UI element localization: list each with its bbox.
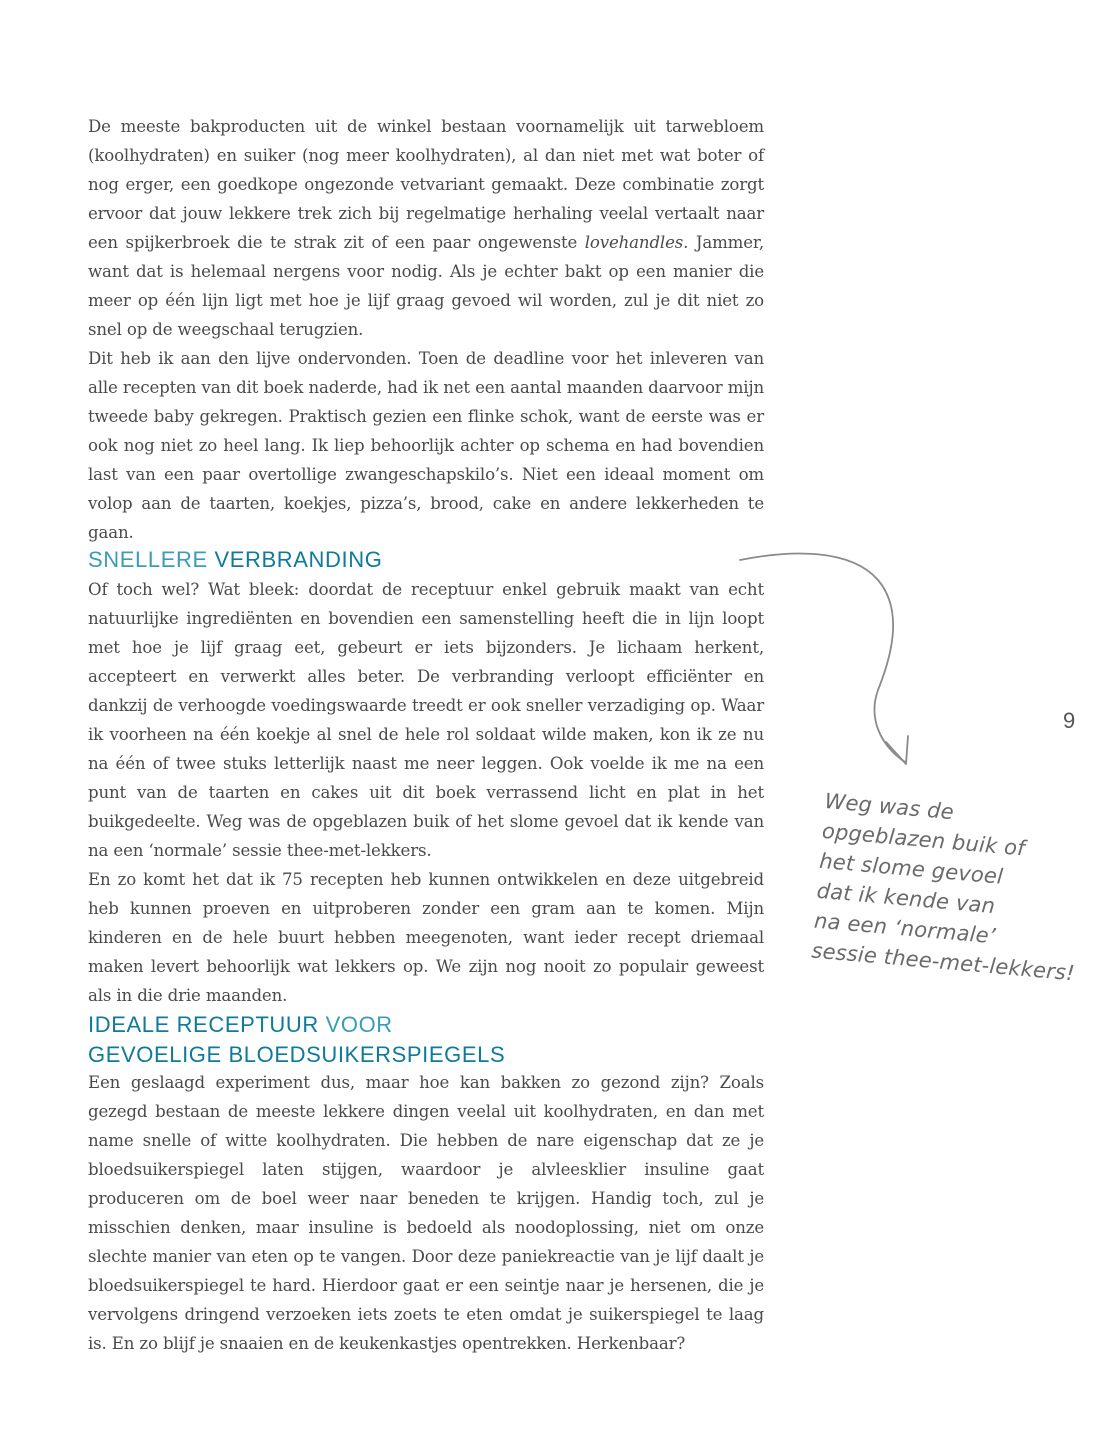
intro-paragraph-1: De meeste bakproducten uit de winkel bestaan voornamelijk uit tarwebloem (koolhydraten) en suiker (nog meer koolhydraten), al dan niet met wat boter of nog erger, een goedkope ongezonde vetvariant gemaakt. Deze combinatie zorgt ervoor dat jouw lekkere trek zich bij regelmatige herhaling veelal vertaalt naar een spijkerbroek die te strak zit of een paar ongewenste lovehandles. Jammer, want dat is helemaal nergens voor nodig. Als je echter bakt op een manier die meer op één lijn ligt met hoe je lijf graag gevoed wil worden, zul je dit niet zo snel op de weegschaal terugzien. (88, 117, 765, 339)
section-1-paragraph-1: Of toch wel? Wat bleek: doordat de receptuur enkel gebruik maakt van echt natuurlijke ingrediënten en bovendien een samenstelling heeft die in lijn loopt met hoe je lijf graag eet, gebeurt er iets bijzonders. Je lichaam herkent, accepteert en verwerkt alles beter. De verbranding verloopt efficiënter en dankzij de verhoogde voedingswaarde treedt er ook sneller verzadiging op. Waar ik voorheen na één koekje al snel de hele rol soldaat wilde maken, kon ik ze nu na één of twee stuks letterlijk naast me neer leggen. Ook voelde ik me na een punt van de taarten en cakes uit dit boek verrassend licht en plat in het buikgedeelte. Weg was de opgeblazen buik of het slome gevoel dat ik kende van na een ‘normale’ sessie thee-met-lekkers. (88, 580, 764, 860)
quote-line: sessie thee-met-lekkers! (810, 938, 1076, 986)
quote-line: opgeblazen buik of (821, 818, 1026, 861)
section-2-paragraph-1: Een geslaagd experiment dus, maar hoe kan bakken zo gezond zijn? Zoals gezegd bestaan de meeste lekkere dingen veelal uit koolhydraten, en dan met name snelle of witte koolhydraten. Die hebben de nare eigenschap dat ze je bloedsuikerspiegel laten stijgen, waardoor je alvleesklier insuline gaat produceren om de boel weer naar beneden te krijgen. Handig toch, zul je misschien denken, maar insuline is bedoeld als noodoplossing, niet om onze slechte manier van eten op te vangen. Door deze paniekreactie van je lijf daalt je bloedsuikerspiegel te hard. Hierdoor gaat er een seintje naar je hersenen, die je vervolgens dringend verzoeken iets zoets te eten omdat je suikerspiegel te laag is. En zo blijf je snaaien en de keukenkastjes opentrekken. Herkenbaar? (88, 1073, 764, 1353)
section-1-paragraph-2: En zo komt het dat ik 75 recepten heb kunnen ontwikkelen en deze uitgebreid heb kunnen proeven en uitproberen zonder een gram aan te komen. Mijn kinderen en de hele buurt hebben meegenoten, want ieder recept driemaal maken levert behoorlijk wat lekkers op. We zijn nog nooit zo populair geweest als in die drie maanden. (88, 870, 764, 1005)
page-number: 9 (1063, 708, 1076, 733)
quote-line: het slome gevoel (818, 848, 1005, 889)
section-2-text (88, 1068, 764, 1358)
section-1-text (88, 575, 764, 1010)
intro-text (88, 112, 764, 547)
quote-line: na een ‘normale’ (813, 908, 997, 949)
quote-line: dat ik kende van (815, 878, 997, 919)
intro-paragraph-2: Dit heb ik aan den lijve ondervonden. Toen de deadline voor het inleveren van alle recepten van dit boek naderde, had ik net een aantal maanden daarvoor mijn tweede baby gekregen. Praktisch gezien een flinke schok, want de eerste was er ook nog niet zo heel lang. Ik liep behoorlijk achter op schema en had bovendien last van een paar overtollige zwangeschapskilo’s. Niet een ideaal moment om volop aan de taarten, koekjes, pizza’s, brood, cake en andere lekkerheden te gaan. (88, 349, 764, 542)
handwritten-pull-quote (810, 786, 1085, 988)
section-heading-snellere-verbranding: SNELLERE VERBRANDING (88, 547, 383, 572)
quote-line: Weg was de (823, 788, 955, 825)
section-heading-ideale-receptuur: IDEALE RECEPTUUR VOOR GEVOELIGE BLOEDSUIKERSPIEGELS (88, 1012, 506, 1067)
italic-term: lovehandles (584, 233, 684, 252)
